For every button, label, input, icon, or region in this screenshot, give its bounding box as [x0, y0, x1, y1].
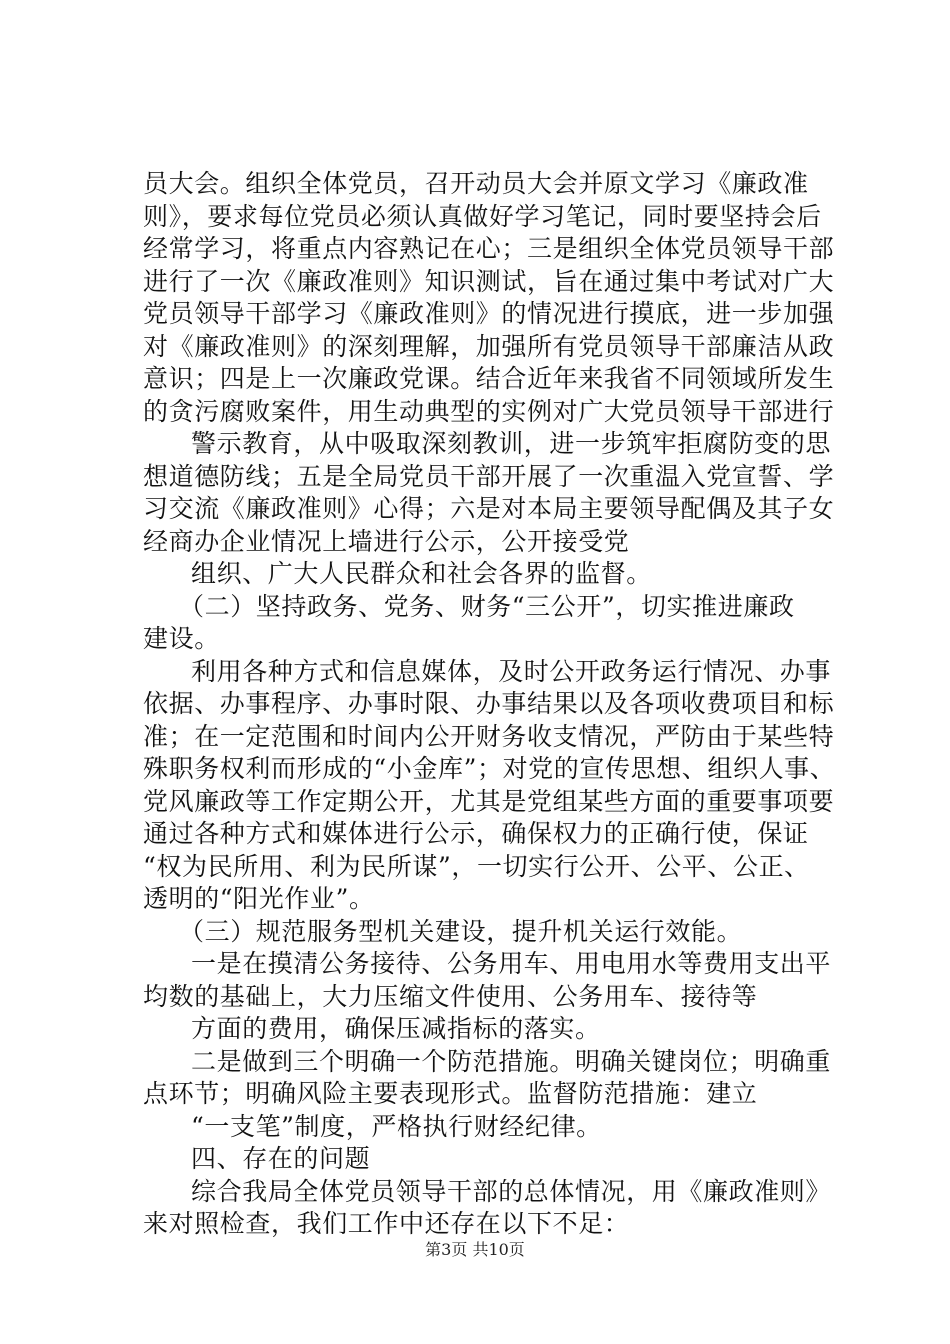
- text-line: 经常学习，将重点内容熟记在心；三是组织全体党员领导干部: [143, 234, 835, 263]
- text-line: 则》，要求每位党员必须认真做好学习笔记，同时要坚持会后: [143, 201, 822, 231]
- text-line: 殊职务权利而形成的“小金库”；对党的宣传思想、组织人事、: [143, 754, 836, 783]
- text-line: 透明的“阳光作业”。: [143, 884, 375, 913]
- text-line: 员大会。组织全体党员，召开动员大会并原文学习《廉政准: [143, 169, 809, 198]
- text-line: 意识；四是上一次廉政党课。结合近年来我省不同领域所发生: [143, 364, 835, 393]
- text-line: “权为民所用、利为民所谋”，一切实行公开、公平、公正、: [143, 851, 810, 881]
- text-line: 准；在一定范围和时间内公开财务收支情况，严防由于某些特: [143, 721, 835, 751]
- paragraph-first-line: 一是在摸清公务接待、公务用车、用电用水等费用支出平: [191, 949, 832, 978]
- paragraph-first-line: 方面的费用，确保压减指标的落实。: [191, 1014, 601, 1043]
- section-heading: （三）规范服务型机关建设，提升机关运行效能。: [179, 916, 743, 946]
- paragraph-first-line: “一支笔”制度，严格执行财经纪律。: [191, 1111, 602, 1141]
- paragraph-first-line: 二是做到三个明确一个防范措施。明确关键岗位；明确重: [191, 1046, 832, 1076]
- text-line: 对《廉政准则》的深刻理解，加强所有党员领导干部廉洁从政: [143, 331, 835, 361]
- paragraph-first-line: 警示教育，从中吸取深刻教训，进一步筑牢拒腐防变的思: [191, 429, 832, 458]
- text-line: 习交流《廉政准则》心得；六是对本局主要领导配偶及其子女: [143, 494, 835, 523]
- text-line: 点环节；明确风险主要表现形式。监督防范措施：建立: [143, 1079, 758, 1108]
- section-heading: 四、存在的问题: [191, 1144, 371, 1173]
- document-body: [143, 168, 843, 1241]
- text-line: 经商办企业情况上墙进行公示，公开接受党: [143, 526, 630, 556]
- text-line: 进行了一次《廉政准则》知识测试，旨在通过集中考试对广大: [143, 266, 835, 296]
- text-line: 党风廉政等工作定期公开，尤其是党组某些方面的重要事项要: [143, 786, 835, 816]
- text-line: 想道德防线；五是全局党员干部开展了一次重温入党宣誓、学: [143, 461, 835, 491]
- page-number-footer: 第3页 共10页: [425, 1240, 525, 1259]
- text-line: 党员领导干部学习《廉政准则》的情况进行摸底，进一步加强: [143, 299, 835, 328]
- text-line: 依据、办事程序、办事时限、办事结果以及各项收费项目和标: [143, 689, 835, 718]
- text-line: 的贪污腐败案件，用生动典型的实例对广大党员领导干部进行: [143, 396, 835, 426]
- text-line: 建设。: [143, 624, 220, 653]
- paragraph-first-line: 利用各种方式和信息媒体，及时公开政务运行情况、办事: [191, 656, 832, 686]
- text-line: 均数的基础上，大力压缩文件使用、公务用车、接待等: [143, 981, 758, 1011]
- text-line: 来对照检查，我们工作中还存在以下不足：: [143, 1209, 630, 1238]
- paragraph-first-line: 组织、广大人民群众和社会各界的监督。: [191, 559, 652, 588]
- paragraph-first-line: 综合我局全体党员领导干部的总体情况，用《廉政准则》: [191, 1176, 832, 1206]
- section-heading: （二）坚持政务、党务、财务“三公开”，切实推进廉政: [179, 591, 795, 621]
- text-line: 通过各种方式和媒体进行公示，确保权力的正确行使，保证: [143, 819, 809, 848]
